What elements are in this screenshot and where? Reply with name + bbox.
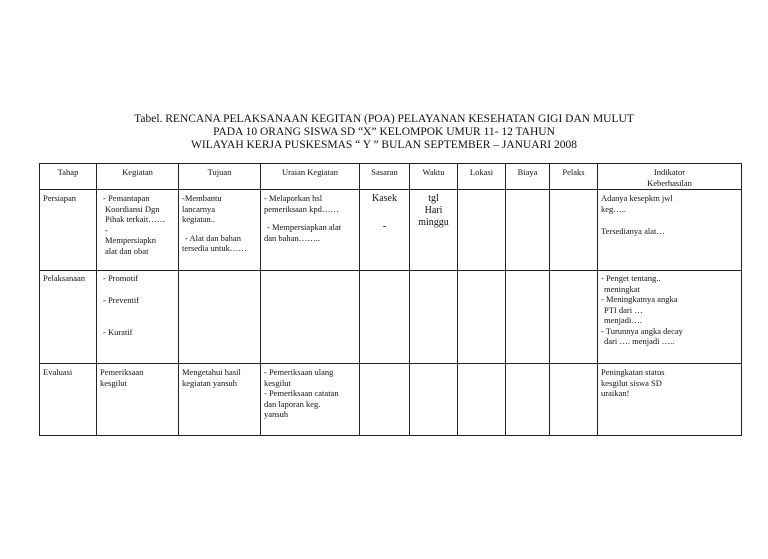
cell-waktu [410,271,458,364]
cell-indikator [598,271,742,364]
cell-line: dan bahan…….. [264,232,320,243]
header-tujuan: Tujuan [179,164,261,190]
cell-line: - Alat dan bahan [185,232,241,243]
header-pelaks: Pelaks [550,164,598,190]
cell-line: alat dan obat [105,245,149,256]
header-lokasi: Lokasi [458,164,506,190]
header-indikator [598,164,742,190]
cell-biaya [506,271,550,364]
cell-sasaran [360,364,410,436]
cell-line: tgl [428,193,439,204]
table-row-evaluasi [40,364,742,436]
cell-line: - Meningkatnya angka [601,294,678,304]
cell-indikator [598,190,742,271]
cell-pelaks [550,271,598,364]
poa-table [39,163,742,436]
cell-line: tersedia untuk…… [182,243,247,253]
cell-line: lancarnya [182,203,216,214]
cell-line: - [105,224,108,235]
cell-pelaks [550,364,598,436]
cell-line: - Preventif [103,294,140,305]
cell-line: Mempersiapkn [105,235,156,245]
cell-line: Mengetahui hasil [182,367,241,377]
cell-lokasi [458,190,506,271]
header-waktu: Waktu [410,164,458,190]
cell-line: Peningkatan status [601,367,665,377]
cell-line: - Kuratif [103,327,133,337]
cell-uraian [261,271,360,364]
cell-line: kegiatan yansuh [182,377,237,388]
cell-line: Koordiansi Dgn [105,203,160,214]
cell-line: - Promotif [103,273,139,283]
cell-line: dari …. menjadi ….. [604,336,675,346]
cell-line: Adanya kesepktn jwl [601,193,673,203]
cell-biaya [506,190,550,271]
cell-uraian [261,364,360,436]
cell-sasaran [360,190,410,271]
cell-line: - Pemeriksaan catatan [264,388,339,398]
title-line-1: Tabel. RENCANA PELAKSANAAN KEGITAN (POA) PELAYANAN KESEHATAN GIGI DAN MULUT [134,113,634,125]
header-row [40,164,742,190]
cell-line: PTI dari … [604,304,643,315]
cell-line: minggu [418,217,449,228]
cell-biaya [506,364,550,436]
cell-kegiatan [97,190,179,271]
header-kegiatan: Kegiatan [97,164,179,190]
cell-line: Pemeriksaan [100,367,144,377]
cell-line: - Turunnya angka decay [601,325,683,336]
cell-waktu [410,364,458,436]
header-tahap: Tahap [40,164,97,190]
cell-line: -Membantu [182,193,222,203]
cell-indikator [598,364,742,436]
cell-waktu [410,190,458,271]
cell-line: Hari [424,205,443,216]
cell-line: kesgilut [264,377,291,388]
cell-line: dan laporan keg. [264,398,321,409]
cell-line: Pihak terkait…… [105,214,166,224]
cell-line: - Melaporkan hsl [264,193,323,203]
cell-line: keg….. [601,203,627,214]
cell-line: yansuh [264,409,289,419]
cell-line: - Penget tentang.. [601,273,661,283]
cell-line: kesgilut [100,377,127,388]
header-sasaran: Sasaran [360,164,410,190]
cell-sasaran [360,271,410,364]
cell-tahap: Persiapan [40,190,97,271]
header-biaya: Biaya [506,164,550,190]
cell-line: - Pemantapan [103,193,150,203]
cell-line: - Mempersiapkan alat [267,222,342,232]
cell-tujuan [179,271,261,364]
cell-line: Kasek [372,193,397,204]
cell-lokasi [458,271,506,364]
cell-line: meningkat [604,283,640,294]
cell-line: - Pemeriksaan ulang [264,367,334,377]
cell-line: kesgilut siswa SD [601,377,662,388]
cell-lokasi [458,364,506,436]
header-uraian: Uraian Kegiatan [261,164,360,190]
cell-line: kegiatan.. [182,214,216,224]
cell-line: uraikan! [601,388,630,398]
cell-tujuan [179,190,261,271]
title-line-2: PADA 10 ORANG SISWA SD “X” KELOMPOK UMUR 11- 12 TAHUN [213,126,555,138]
cell-line: menjadi…. [604,315,643,325]
cell-tujuan [179,364,261,436]
table-title [0,113,768,152]
cell-tahap: Evaluasi [40,364,97,436]
table-row-persiapan [40,190,742,271]
header-indikator-line-2: Keberhasilan [647,177,692,188]
table-row-pelaksanaan [40,271,742,364]
header-indikator-line-1: Indikator [653,167,686,177]
cell-line: Tersedianya alat… [601,226,665,236]
cell-kegiatan [97,364,179,436]
cell-tahap: Pelaksanaan [40,271,97,364]
cell-pelaks [550,190,598,271]
cell-uraian [261,190,360,271]
cell-line: pemeriksaan kpd…… [264,203,339,214]
cell-kegiatan [97,271,179,364]
cell-line: - [382,221,387,232]
title-line-3: WILAYAH KERJA PUSKESMAS “ Y ” BULAN SEPTEMBER – JANUARI 2008 [191,139,577,151]
